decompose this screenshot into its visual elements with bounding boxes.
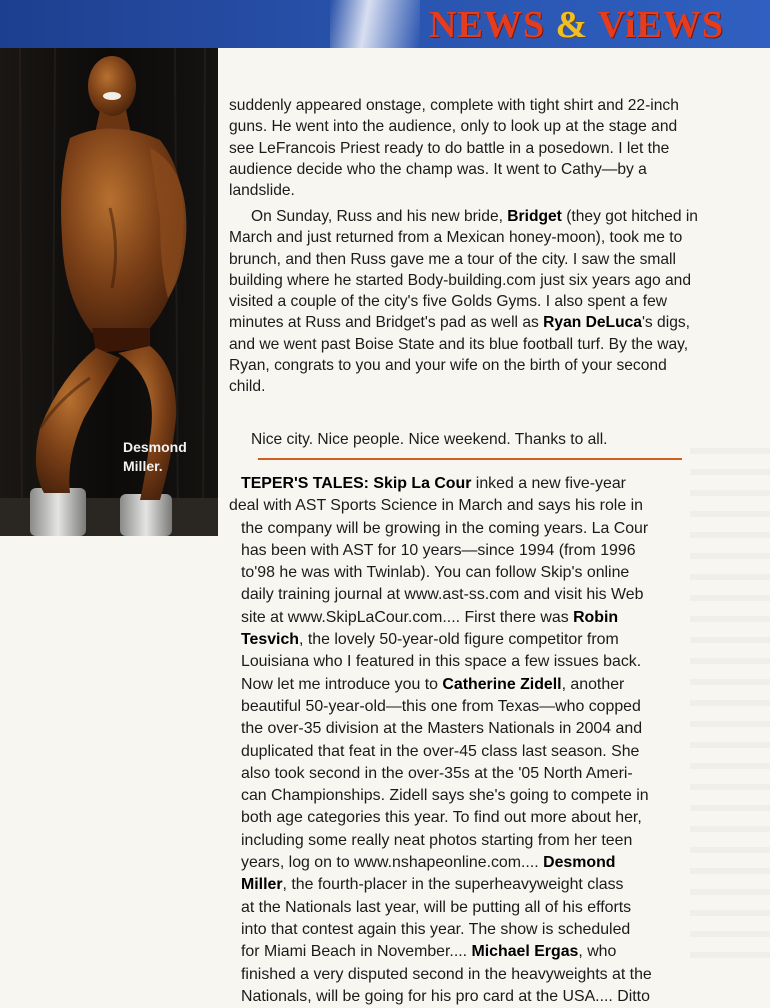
line-3: the company will be growing in the coming years. La Cour xyxy=(241,519,649,537)
line-10-text: Now let me introduce you to xyxy=(241,675,443,693)
section-title xyxy=(429,2,724,48)
line-1 xyxy=(229,473,719,495)
header-paper-tear xyxy=(330,0,420,48)
line-20: at the Nationals last year, will be putting all of his efforts xyxy=(241,898,632,916)
paragraph-1: suddenly appeared onstage, complete with tight shirt and 22-inch guns. He went into the audience, only to look up at the stage and see LeFrancois Priest ready to do battle in a posedown. I let the audience decide who the champ was. It went to Cathy—by a landslide. xyxy=(229,97,679,200)
line-15: can Championships. Zidell says she's going to compete in xyxy=(241,787,649,805)
bodybuilder-photo xyxy=(0,48,218,536)
caption-line-2: Miller. xyxy=(123,458,163,474)
line-5: to'98 he was with Twinlab). You can follow Skip's online xyxy=(241,564,630,582)
photo-caption xyxy=(123,438,213,476)
line-16: both age categories this year. To find out more about her, xyxy=(241,809,642,827)
name-michael-ergas: Michael Ergas xyxy=(471,943,579,961)
line-8-text: , the lovely 50-year-old figure competitor from xyxy=(299,631,619,649)
line-21: into that contest again this year. The show is scheduled xyxy=(241,920,631,938)
tepers-tales-lead: TEPER'S TALES: Skip La Cour xyxy=(241,475,472,492)
line-2: deal with AST Sports Science in March and says his role in xyxy=(229,497,643,515)
line-8 xyxy=(229,629,719,651)
line-9: Louisiana who I featured in this space a few issues back. xyxy=(241,653,642,671)
line-4: has been with AST for 10 years—since 1994 (from 1996 xyxy=(241,541,636,559)
section-divider xyxy=(258,458,682,460)
line-22-text: for Miami Beach in November.... xyxy=(241,943,472,961)
line-13: duplicated that feat in the over-45 class last season. She xyxy=(241,742,640,760)
paragraph-3: Nice city. Nice people. Nice weekend. Thanks to all. xyxy=(251,431,608,448)
line-24: Nationals, will be going for his pro card at the USA.... Ditto xyxy=(241,987,650,1005)
line-18 xyxy=(229,852,719,874)
name-bridget: Bridget xyxy=(507,208,562,225)
title-ampersand: & xyxy=(555,4,589,46)
title-views: ViEWS xyxy=(588,4,724,46)
line-10-tail: , another xyxy=(561,675,625,693)
paragraph-2 xyxy=(229,206,699,398)
line-6: daily training journal at www.ast-ss.com and visit his Web xyxy=(241,586,644,604)
line-19 xyxy=(229,874,719,896)
line-10 xyxy=(229,674,719,696)
line-22-tail: , who xyxy=(578,943,617,961)
line-17: including some really neat photos starting from her teen xyxy=(241,831,633,849)
line-11: beautiful 50-year-old—this one from Texas—who copped xyxy=(241,697,641,715)
line-7 xyxy=(229,607,719,629)
caption-line-1: Desmond xyxy=(123,439,187,455)
line-7-text: site at www.SkipLaCour.com.... First there was xyxy=(241,608,574,626)
name-catherine-zidell: Catherine Zidell xyxy=(442,675,562,693)
name-robin: Robin xyxy=(573,608,619,626)
p2-text-e: 's digs, and we went past Boise State and its blue football turf. By the way, Ryan, congrats to you and your wife on the birth of your second child. xyxy=(229,314,690,396)
line-19-text: , the fourth-placer in the superheavyweight class xyxy=(282,876,624,894)
line-1-text: inked a new five-year xyxy=(471,475,626,492)
line-23: finished a very disputed second in the heavyweights at the xyxy=(241,965,652,983)
p2-text-a: On Sunday, Russ and his new bride, xyxy=(251,208,508,225)
p2-text-c: (they got hitched in March and just returned from a Mexican honey-moon), took me to brunch, and then Russ gave me a tour of the city. I saw the small building where he started Body-building.com just six years ago and visited a couple of the city's five Golds Gyms. I also spent a few minutes at Russ and Bridget's pad as well as xyxy=(229,208,698,332)
blank-margin xyxy=(0,536,228,1000)
name-tesvich: Tesvich xyxy=(241,631,299,649)
line-14: also took second in the over-35s at the '05 North Ameri- xyxy=(241,764,633,782)
line-22 xyxy=(229,941,719,963)
tepers-tales-paragraph xyxy=(229,473,719,1008)
name-desmond: Desmond xyxy=(543,854,616,872)
line-18-text: years, log on to www.nshapeonline.com.... xyxy=(241,854,544,872)
name-ryan-deluca: Ryan DeLuca xyxy=(543,314,642,332)
title-news: NEWS xyxy=(429,4,556,46)
name-miller: Miller xyxy=(241,876,283,894)
line-12: the over-35 division at the Masters Nationals in 2004 and xyxy=(241,720,643,738)
